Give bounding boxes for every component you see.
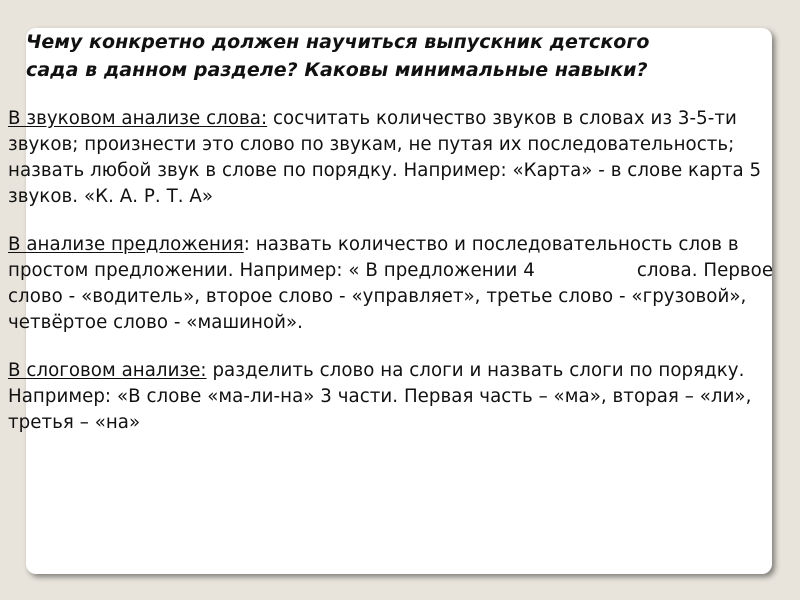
- slide-content: [8, 28, 792, 436]
- sentence-analysis-paragraph: [8, 232, 792, 336]
- syllable-analysis-label: В слоговом анализе:: [8, 360, 207, 381]
- heading-line-1: Чему конкретно должен научиться выпускник детского: [26, 31, 650, 53]
- syllable-analysis-text: разделить слово на слоги и назвать слоги по порядку. Например: «В слове «ма-ли-на» 3 части. Первая часть – «ма», вторая – «ли», третья – «на»: [8, 360, 752, 433]
- sentence-analysis-text-b: слова. Первое слово - «водитель», второе слово - «управляет», третье слово - «грузовой», четвёртое слово - «машиной».: [8, 260, 774, 333]
- heading-line-2: сада в данном разделе? Каковы минимальные навыки?: [26, 59, 648, 81]
- sentence-analysis-label: В анализе предложения: [8, 234, 244, 255]
- slide-heading: [8, 28, 756, 84]
- sound-analysis-text: сосчитать количество звуков в словах из 3-5-ти звуков; произнести это слово по звукам, не путая их последовательность; назвать любой звук в слове по порядку. Например: «Карта» - в слове карта 5 звуков. «К. А. Р. Т. А»: [8, 108, 762, 207]
- sound-analysis-paragraph: [8, 106, 792, 210]
- syllable-analysis-paragraph: [8, 358, 792, 436]
- sound-analysis-label: В звуковом анализе слова:: [8, 108, 268, 129]
- sentence-analysis-text-a: : назвать количество и последовательность слов в простом предложении. Например: « В предложении 4: [8, 234, 739, 281]
